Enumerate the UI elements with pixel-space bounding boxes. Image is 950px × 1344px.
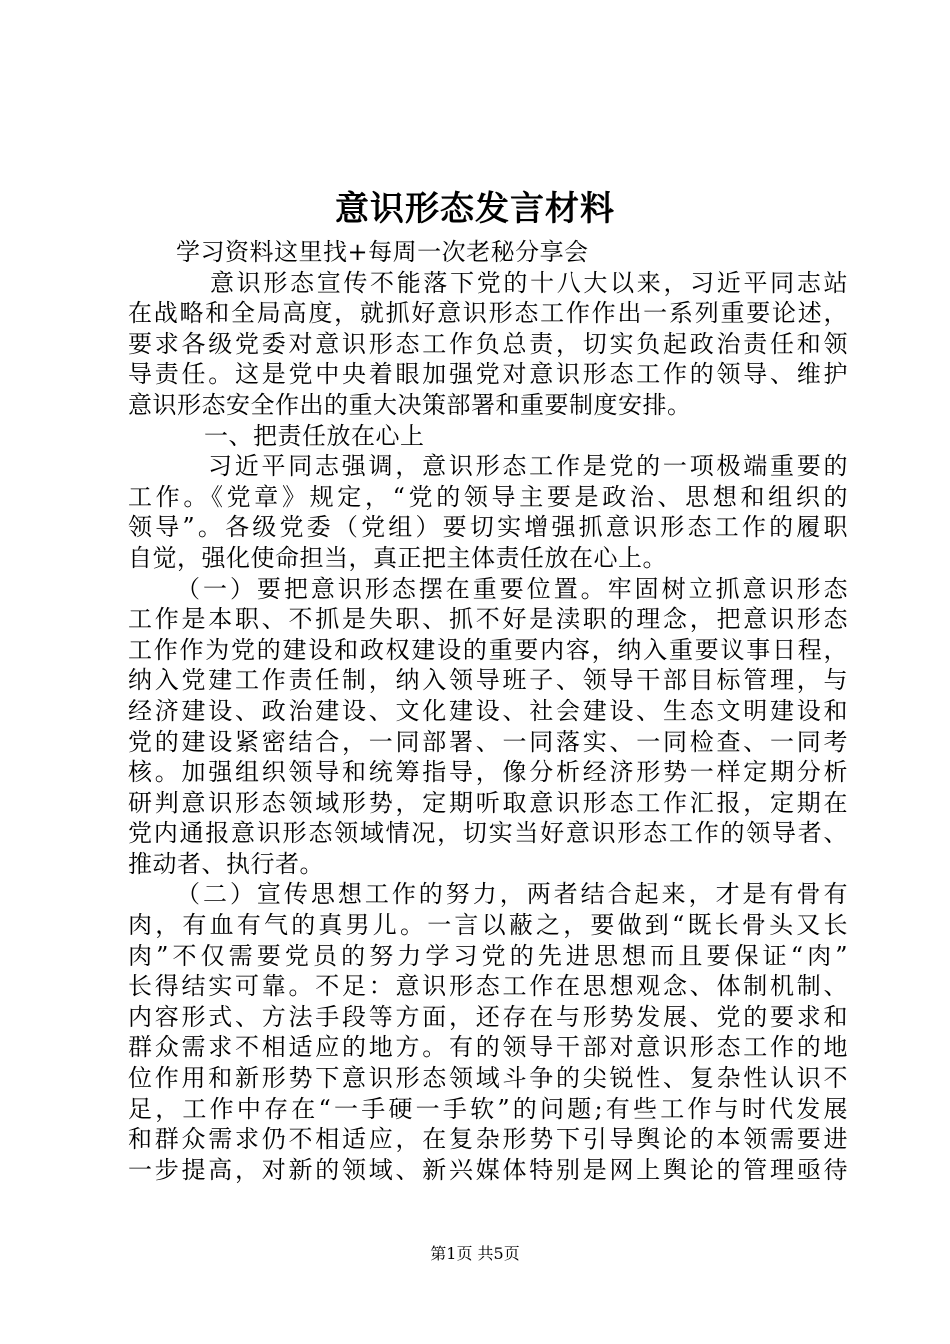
text-line: 经济建设、政治建设、文化建设、社会建设、生态文明建设和 [128, 696, 848, 725]
text-line: 领导”。各级党委（党组）要切实增强抓意识形态工作的履职 [128, 513, 848, 542]
text-line: 推动者、执行者。 [128, 849, 324, 878]
text-line: 工作是本职、不抓是失职、抓不好是渎职的理念，把意识形态 [128, 605, 848, 634]
text-line: 内容形式、方法手段等方面，还存在与形势发展、党的要求和 [128, 1002, 848, 1031]
text-line: 意识形态安全作出的重大决策部署和重要制度安排。 [128, 390, 692, 419]
text-line: 党内通报意识形态领域情况，切实当好意识形态工作的领导者、 [128, 819, 848, 848]
text-line: （二）宣传思想工作的努力，两者结合起来，才是有骨有 [176, 880, 848, 909]
text-line: 导责任。这是党中央着眼加强党对意识形态工作的领导、维护 [128, 360, 848, 389]
text-line: 意识形态宣传不能落下党的十八大以来，习近平同志站 [210, 268, 848, 297]
text-line: 和群众需求仍不相适应，在复杂形势下引导舆论的本领需要进 [128, 1125, 848, 1154]
text-line: 党的建设紧密结合，一同部署、一同落实、一同检查、一同考 [128, 727, 848, 756]
text-line: 研判意识形态领域形势，定期听取意识形态工作汇报，定期在 [128, 788, 848, 817]
text-line: 位作用和新形势下意识形态领域斗争的尖锐性、复杂性认识不 [128, 1064, 848, 1093]
text-line: 肉”不仅需要党员的努力学习党的先进思想而且要保证“肉” [128, 941, 848, 970]
text-line: 在战略和全局高度，就抓好意识形态工作作出一系列重要论述， [128, 299, 848, 328]
text-line: 要求各级党委对意识形态工作负总责，切实负起政治责任和领 [128, 329, 848, 358]
document-title: 意识形态发言材料 [335, 189, 615, 229]
text-line: 工作。《党章》规定，“党的领导主要是政治、思想和组织的 [128, 482, 848, 511]
text-line: 学习资料这里找+每周一次老秘分享会 [176, 238, 589, 266]
text-line: 纳入党建工作责任制，纳入领导班子、领导干部目标管理，与 [128, 666, 848, 695]
text-line: （一）要把意识形态摆在重要位置。牢固树立抓意识形态 [176, 574, 848, 603]
document-body [128, 237, 848, 1185]
text-line: 一步提高，对新的领域、新兴媒体特别是网上舆论的管理亟待 [128, 1155, 848, 1184]
page-footer: 第1页 共5页 [430, 1244, 520, 1263]
text-line: 自觉，强化使命担当，真正把主体责任放在心上。 [128, 543, 667, 572]
text-line: 工作作为党的建设和政权建设的重要内容，纳入重要议事日程， [128, 635, 848, 664]
text-line: 一、把责任放在心上 [204, 421, 425, 450]
text-line: 习近平同志强调，意识形态工作是党的一项极端重要的 [208, 452, 848, 481]
text-line: 群众需求不相适应的地方。有的领导干部对意识形态工作的地 [128, 1033, 848, 1062]
text-line: 长得结实可靠。不足：意识形态工作在思想观念、体制机制、 [128, 972, 848, 1001]
text-line: 肉，有血有气的真男儿。一言以蔽之，要做到“既长骨头又长 [128, 911, 848, 940]
text-line: 核。加强组织领导和统筹指导，像分析经济形势一样定期分析 [128, 758, 848, 787]
text-line: 足，工作中存在“一手硬一手软”的问题;有些工作与时代发展 [128, 1094, 848, 1123]
